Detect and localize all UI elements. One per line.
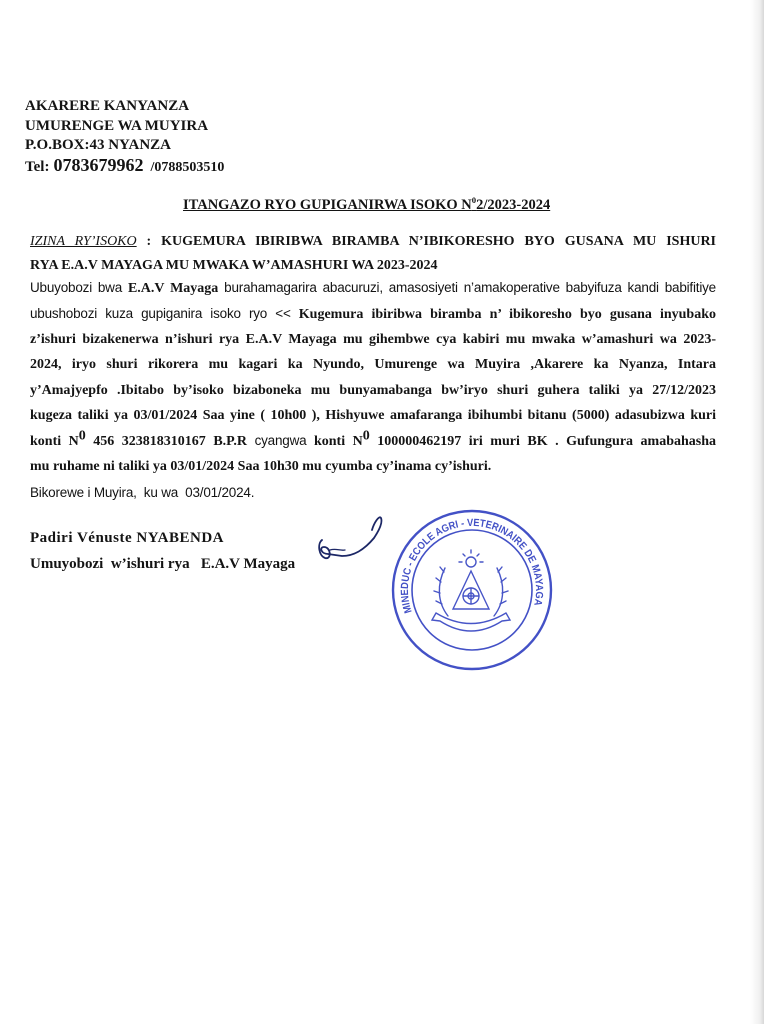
stamp-text-path: MINEDUC - ECOLE AGRI - VETERINAIRE DE MAYAGA xyxy=(398,516,546,615)
body-bold-text: Kugemura ibiribwa biramba n’ ibikoresho byo gusana inyubako xyxy=(298,306,716,322)
sector-line: UMURENGE WA MUYIRA xyxy=(25,117,209,134)
phone-primary: 0783679962 xyxy=(53,154,144,175)
subject-line-2: RYA E.A.V MAYAGA MU MWAKA W’AMASHURI WA 2023-2024 xyxy=(30,258,438,273)
subject-line-1 xyxy=(30,230,716,254)
pobox-line: P.O.BOX:43 NYANZA xyxy=(25,137,171,153)
body-bold-text: 2024, iryo shuri rikorera mu kagari ka Nyundo, Umurenge wa Muyira ,Akarere ka Nyanza, Intara xyxy=(30,357,716,373)
account-1-number: 456 323818310167 B.P.R xyxy=(85,434,255,449)
account-2-label: konti N xyxy=(306,434,363,449)
body-line-6 xyxy=(30,403,716,428)
body-line-8 xyxy=(30,454,716,479)
signature-stroke xyxy=(319,517,381,558)
account-number-sign: 0 xyxy=(362,428,370,444)
body-text: burahamagarira abacuruzi, amasosiyeti n’amakoperative babyifuza kandi babifitiye xyxy=(218,279,716,295)
school-name: E.A.V Mayaga xyxy=(127,280,219,296)
phone-line xyxy=(25,156,224,178)
sun-icon xyxy=(466,557,476,567)
scan-edge-shadow xyxy=(750,0,764,1024)
title-number-sign: 0 xyxy=(471,195,477,206)
official-stamp xyxy=(382,500,562,680)
body-text: cyangwa xyxy=(254,433,307,448)
subject-text-1: : KUGEMURA IBIRIBWA BIRAMBA N’IBIKORESHO BYO GUSANA MU ISHURI xyxy=(136,234,716,249)
body-bold-text: y’Amajyepfo .Ibitabo by’isoko bizaboneka mu bunyamabanga bw’iryo shuri guhera taliki ya 27/12/2023 xyxy=(30,382,716,398)
signatory-name: Padiri Vénuste NYABENDA xyxy=(30,530,225,546)
phone-label: Tel: xyxy=(25,158,50,175)
tender-subject xyxy=(30,230,716,278)
body-line-5 xyxy=(30,378,716,403)
closing-line xyxy=(30,480,716,506)
body-text: ubushobozi kuza gupiganira isoko ryo << xyxy=(30,305,299,321)
handwritten-signature xyxy=(312,510,392,568)
stamp-text xyxy=(399,517,545,615)
letterhead xyxy=(25,97,224,177)
left-wreath xyxy=(439,568,448,616)
right-wreath xyxy=(494,568,503,616)
account-2-number: 100000462197 iri muri BK . Gufungura amabahasha xyxy=(369,434,717,449)
coat-of-arms-icon xyxy=(432,550,510,631)
place-and-date: Bikorewe i Muyira, ku wa 03/01/2024. xyxy=(30,484,255,500)
stamp-inner-ring xyxy=(412,530,532,650)
body-line-4 xyxy=(30,352,716,377)
motto-ribbon xyxy=(432,613,510,631)
account-number-sign: 0 xyxy=(78,428,86,444)
body-bold-text: z’ishuri bizakenerwa n’ishuri rya E.A.V Mayaga mu gihembwe cya kabiri mu mwaka w’amashuri wa 2023- xyxy=(30,332,716,347)
announcement-title xyxy=(183,195,550,215)
district-line: AKARERE KANYANZA xyxy=(25,98,190,114)
stamp-outer-ring xyxy=(393,511,551,669)
body-line-3 xyxy=(30,327,716,352)
signature-flourish xyxy=(330,549,345,550)
title-text: ITANGAZO RYO GUPIGANIRWA ISOKO N xyxy=(183,197,472,213)
body-text: Ubuyobozi bwa xyxy=(30,279,128,295)
signatory-role: Umuyobozi w’ishuri rya E.A.V Mayaga xyxy=(30,556,296,572)
body-line-1 xyxy=(30,275,716,301)
body-bold-text: kugeza taliki ya 03/01/2024 Saa yine ( 10h00 ), Hishyuwe amafaranga ibihumbi bitanu (5000) adasubizwa kuri xyxy=(30,407,716,423)
sun-rays xyxy=(459,550,483,562)
subject-label: IZINA RY’ISOKO xyxy=(30,234,137,249)
body-line-2 xyxy=(30,301,716,327)
body-bold-text: mu ruhame ni taliki ya 03/01/2024 Saa 10h30 mu cyumba cy’inama cy’ishuri. xyxy=(30,459,492,475)
body-line-7 xyxy=(30,428,716,454)
account-1-label: konti N xyxy=(30,434,79,449)
announcement-body xyxy=(30,275,716,506)
signatory-block xyxy=(30,525,295,577)
title-number: 2/2023-2024 xyxy=(476,197,551,213)
phone-secondary: /0788503510 xyxy=(150,159,225,175)
